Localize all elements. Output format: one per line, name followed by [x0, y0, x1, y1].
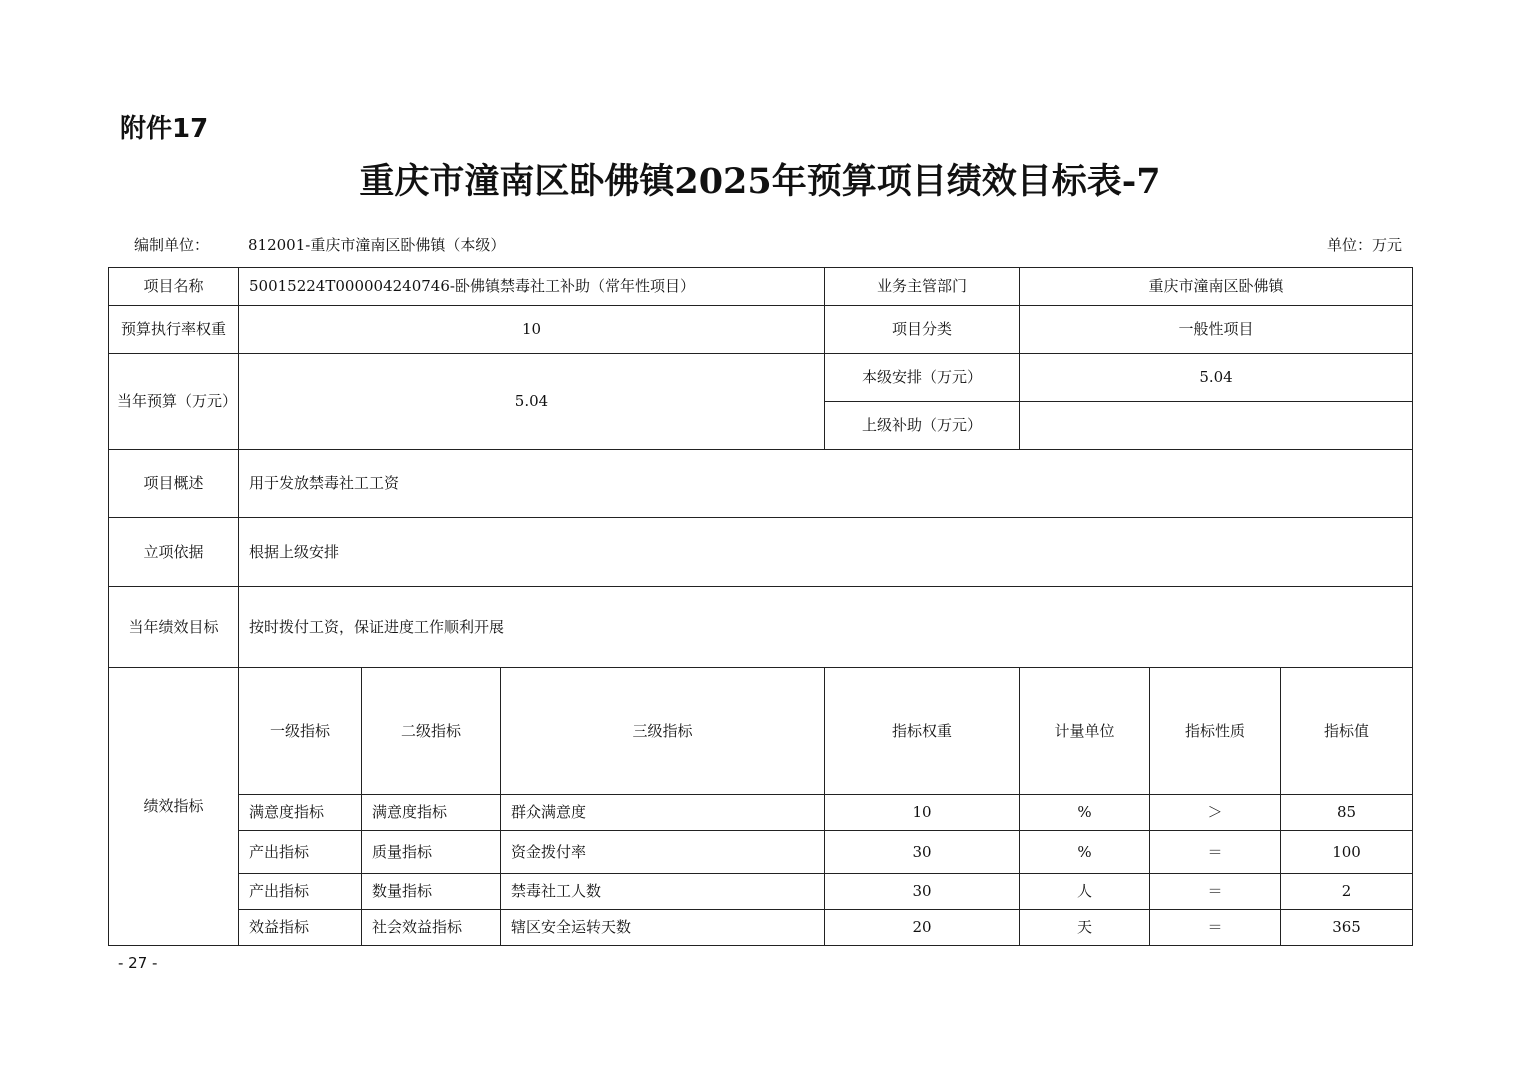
project-category-value: 一般性项目	[1020, 306, 1413, 354]
indicator-value: 2	[1281, 874, 1413, 910]
indicator-header-unit: 计量单位	[1020, 668, 1150, 795]
indicator-nature: ＝	[1150, 831, 1281, 874]
indicator-nature: ＝	[1150, 910, 1281, 946]
attachment-label: 附件17	[120, 114, 209, 144]
table-row	[109, 831, 1413, 874]
annual-goal-label: 当年绩效目标	[109, 587, 239, 668]
table-row	[109, 795, 1413, 831]
indicator-value: 85	[1281, 795, 1413, 831]
indicator-level3: 辖区安全运转天数	[501, 910, 825, 946]
page-title: 重庆市潼南区卧佛镇2025年预算项目绩效目标表-7	[359, 161, 1161, 202]
basis-value: 根据上级安排	[239, 518, 1413, 587]
indicator-header-row	[109, 668, 1413, 795]
indicator-value: 100	[1281, 831, 1413, 874]
exec-rate-weight-value: 10	[239, 306, 825, 354]
indicator-header-level1: 一级指标	[239, 668, 362, 795]
overview-row	[109, 450, 1413, 518]
department-value: 重庆市潼南区卧佛镇	[1020, 268, 1413, 306]
indicator-weight: 30	[825, 874, 1020, 910]
exec-rate-weight-label: 预算执行率权重	[109, 306, 239, 354]
table-row	[109, 910, 1413, 946]
annual-budget-value: 5.04	[239, 354, 825, 450]
indicator-nature: ＝	[1150, 874, 1281, 910]
indicator-level3: 资金拨付率	[501, 831, 825, 874]
indicator-unit: 人	[1020, 874, 1150, 910]
indicator-header-level3: 三级指标	[501, 668, 825, 795]
indicator-weight: 20	[825, 910, 1020, 946]
indicator-weight: 30	[825, 831, 1020, 874]
indicator-level1: 满意度指标	[239, 795, 362, 831]
page-number: - 27 -	[118, 954, 158, 972]
basis-row	[109, 518, 1413, 587]
indicator-level1: 产出指标	[239, 831, 362, 874]
indicator-level1: 效益指标	[239, 910, 362, 946]
indicators-label: 绩效指标	[109, 668, 239, 946]
indicator-level2: 质量指标	[362, 831, 501, 874]
overview-value: 用于发放禁毒社工工资	[239, 450, 1413, 518]
superior-subsidy-value	[1020, 402, 1413, 450]
annual-goal-row	[109, 587, 1413, 668]
indicator-level1: 产出指标	[239, 874, 362, 910]
indicator-header-level2: 二级指标	[362, 668, 501, 795]
annual-goal-value: 按时拨付工资，保证进度工作顺利开展	[239, 587, 1413, 668]
indicator-unit: %	[1020, 795, 1150, 831]
indicator-header-nature: 指标性质	[1150, 668, 1281, 795]
indicator-level2: 满意度指标	[362, 795, 501, 831]
project-category-label: 项目分类	[825, 306, 1020, 354]
indicator-weight: 10	[825, 795, 1020, 831]
indicator-header-weight: 指标权重	[825, 668, 1020, 795]
project-name-label: 项目名称	[109, 268, 239, 306]
indicator-level3: 群众满意度	[501, 795, 825, 831]
project-name-row	[109, 268, 1413, 306]
indicator-value: 365	[1281, 910, 1413, 946]
unit-label: 单位：万元	[1326, 236, 1402, 254]
department-label: 业务主管部门	[825, 268, 1020, 306]
indicator-level2: 数量指标	[362, 874, 501, 910]
budget-row-1	[109, 354, 1413, 402]
table-row	[109, 874, 1413, 910]
project-name-value: 50015224T000004240746-卧佛镇禁毒社工补助（常年性项目）	[239, 268, 825, 306]
prepared-by-value: 812001-重庆市潼南区卧佛镇（本级）	[248, 236, 506, 254]
indicator-unit: 天	[1020, 910, 1150, 946]
indicator-level3: 禁毒社工人数	[501, 874, 825, 910]
indicator-level2: 社会效益指标	[362, 910, 501, 946]
indicator-nature: ＞	[1150, 795, 1281, 831]
exec-rate-row	[109, 306, 1413, 354]
indicator-header-value: 指标值	[1281, 668, 1413, 795]
superior-subsidy-label: 上级补助（万元）	[825, 402, 1020, 450]
prepared-by-label: 编制单位：	[134, 236, 210, 254]
local-arrangement-label: 本级安排（万元）	[825, 354, 1020, 402]
basis-label: 立项依据	[109, 518, 239, 587]
indicator-unit: %	[1020, 831, 1150, 874]
local-arrangement-value: 5.04	[1020, 354, 1413, 402]
overview-label: 项目概述	[109, 450, 239, 518]
annual-budget-label: 当年预算（万元）	[109, 354, 239, 450]
performance-table	[108, 267, 1413, 946]
